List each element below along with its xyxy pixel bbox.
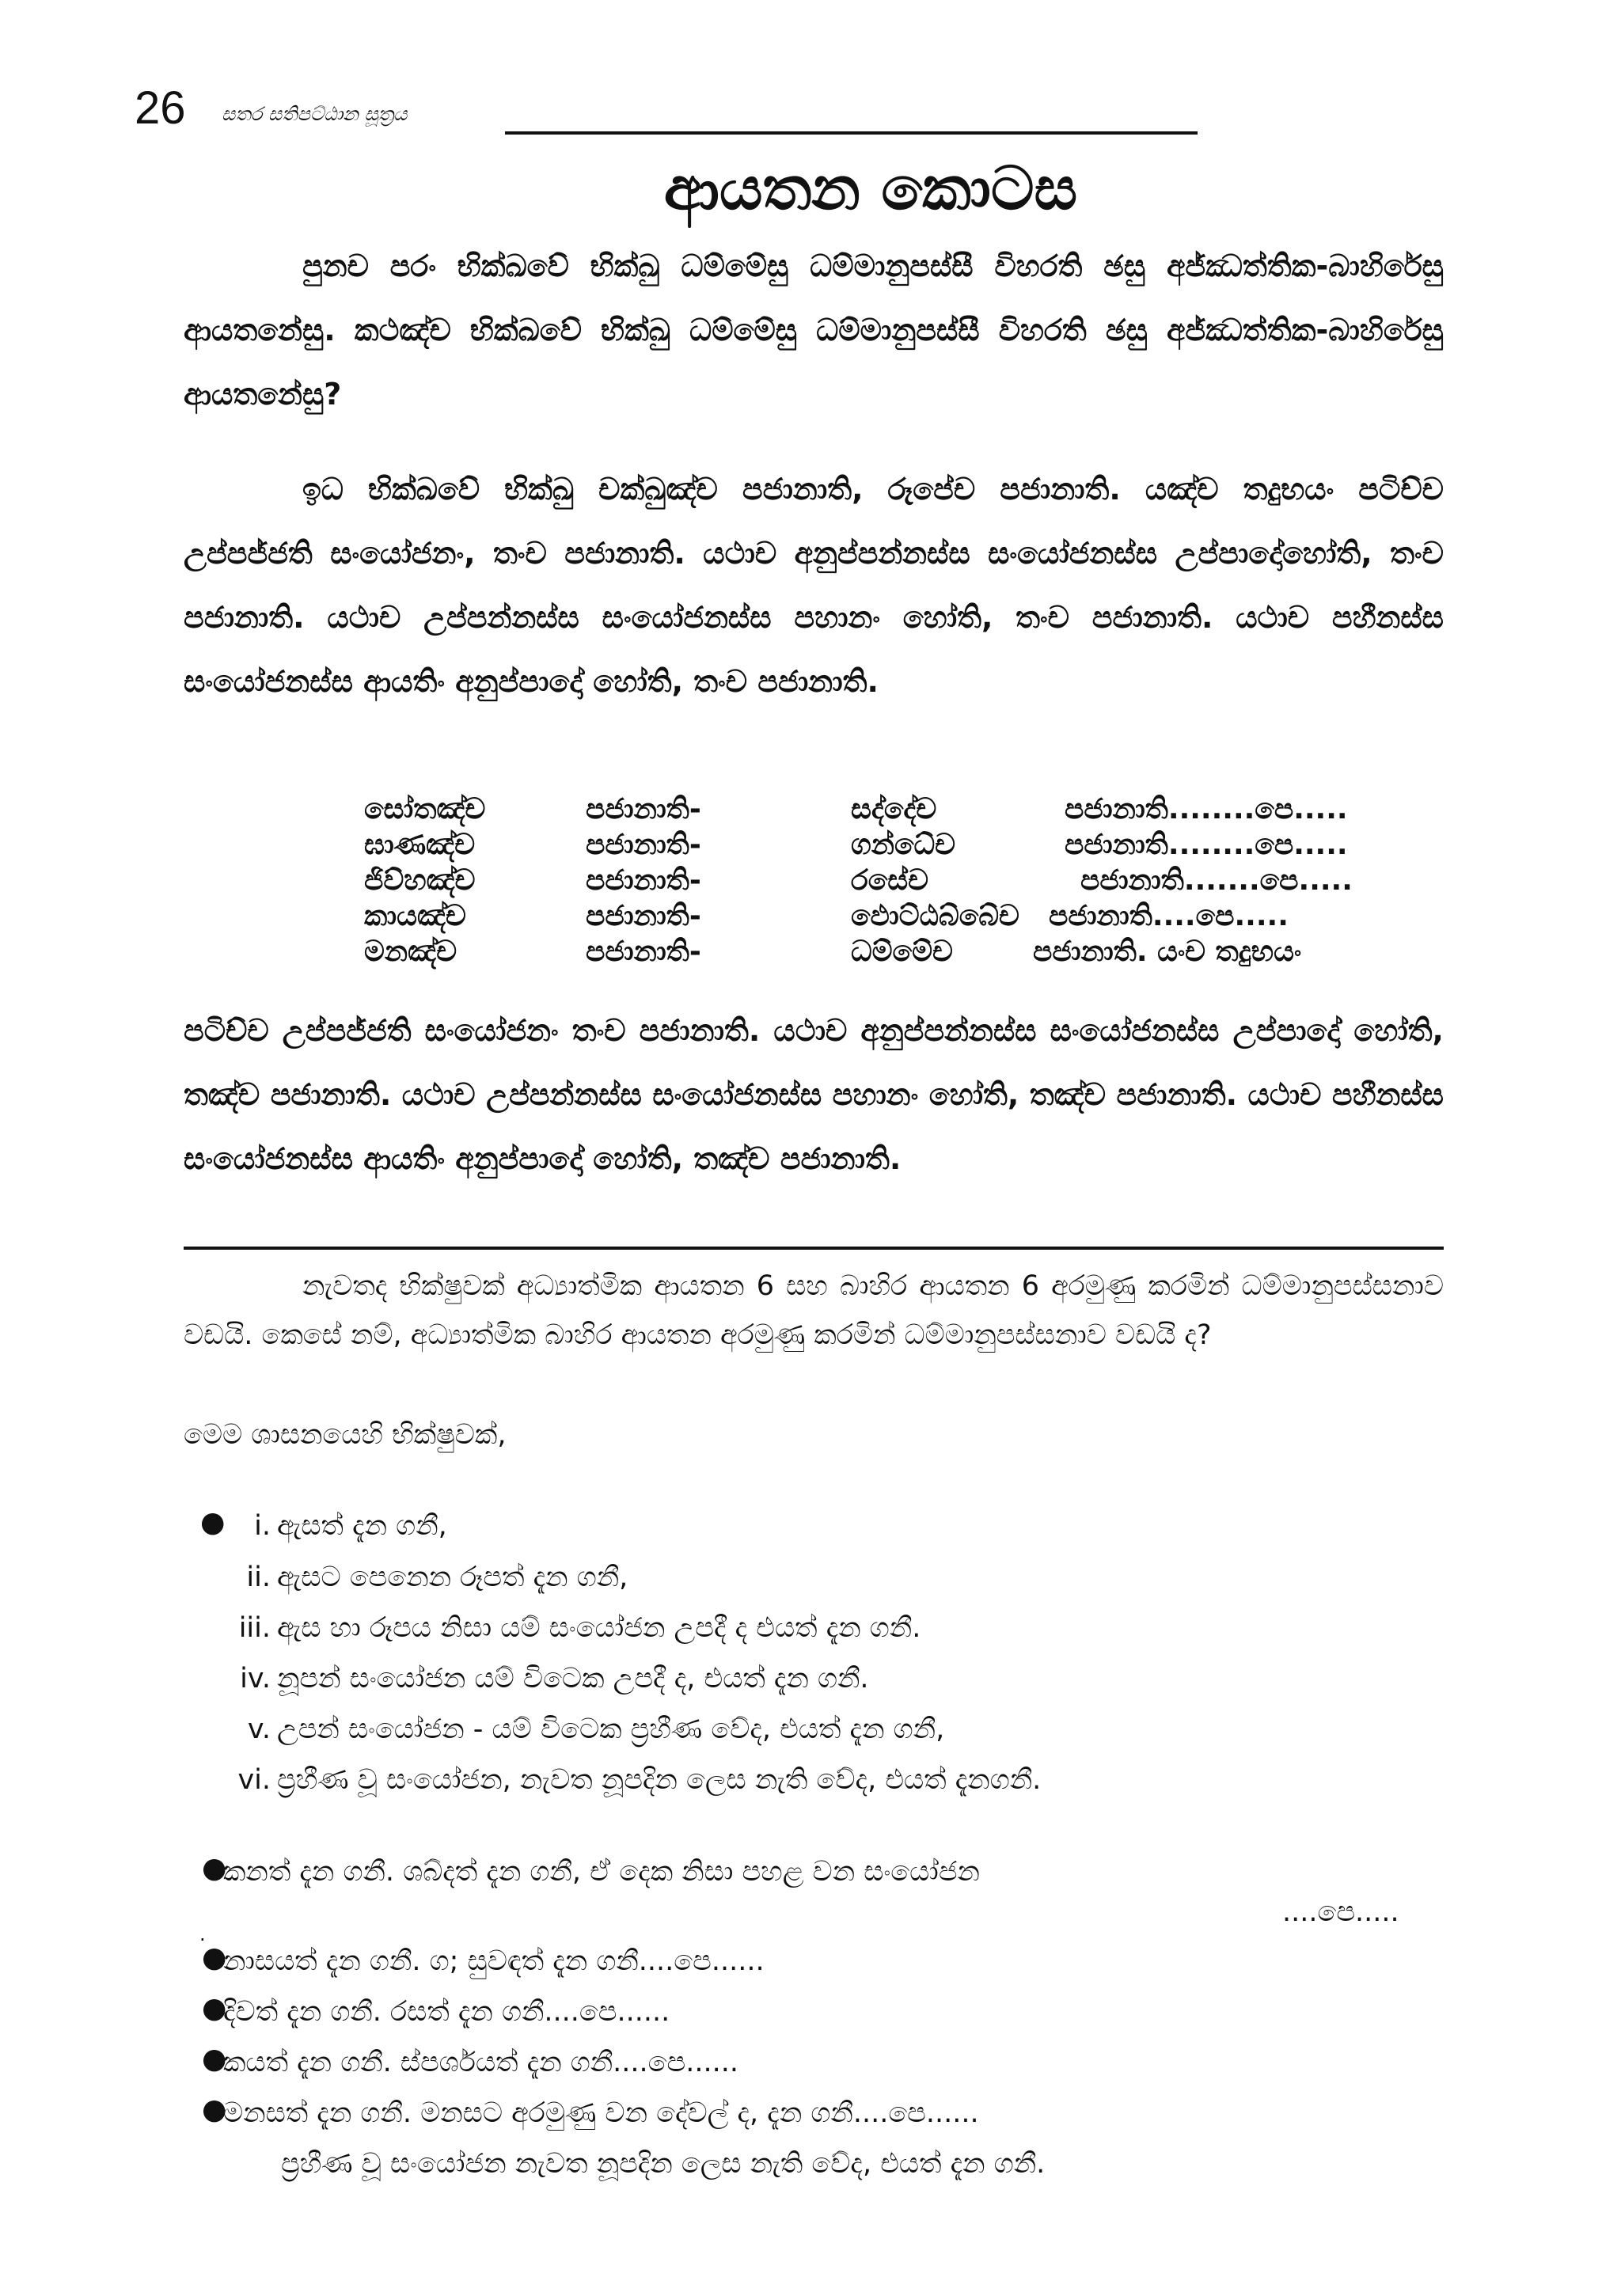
list-text: නූපන් සංයෝජන යම් විටෙක උපදී ද, එයත් දැන ගනී. xyxy=(277,1663,869,1694)
final-line: ප්‍රහීණ වූ සංයෝජන නැවත නූපදින ලෙස නැති වේද, එයත් දැන ගනී. xyxy=(281,2148,1046,2180)
list-text: ඇසට පෙනෙන රූපත් දැන ගනී, xyxy=(277,1562,628,1593)
continuation-text: ....පෙ..... xyxy=(1282,1896,1399,1928)
list-item xyxy=(214,1562,628,1593)
sense-object: ධම්මේච xyxy=(851,935,953,968)
bullet-item: නාසයත් දැන ගනී. ග; සුවඳත් දැන ගනී....පෙ...... xyxy=(223,1945,765,1977)
list-item xyxy=(214,1612,921,1644)
translation-paragraph-2-text: මෙම ශාසනයෙහි භික්ෂුවක්, xyxy=(184,1419,507,1451)
list-number: iv. xyxy=(240,1663,271,1694)
pali-paragraph-1-text: පුනච පරං භික්ඛවේ භික්ඛු ධම්මේසු ධම්මානුපස්සී විහරති ඡසු අජ්ඣත්තික-බාහිරේසු ආයතනේසු. කථඤ්ච භික්ඛවේ භික්ඛු ධම්මේසු ධම්මානුපස්සී විහරති ඡසු අජ්ඣත්තික-බාහිරේසු ආයතනේසු? xyxy=(184,249,1444,412)
list-item xyxy=(214,1764,1041,1796)
bullet-item: කනත් දැන ගනී. ශබ්දත් දැන ගනී, ඒ දෙක නිසා පහළ වන සංයෝජන xyxy=(223,1856,980,1888)
sense-table xyxy=(364,791,1353,970)
list-text: ප්‍රහීණ වූ සංයෝජන, නැවත නූපදින ලෙස නැති වේද, එයත් දැනගනී. xyxy=(277,1764,1042,1796)
running-title: සතර සතිපට්ඨාන සූත්‍රය xyxy=(222,103,408,125)
bullet-icon: ● xyxy=(202,2043,227,2075)
sense-object: ඵොට්ඨබ්බේච xyxy=(851,900,1019,932)
sense-verb: පජානාති- xyxy=(586,864,701,897)
page-number: 26 xyxy=(135,82,186,134)
header-rule xyxy=(505,131,1198,135)
stray-mark: . xyxy=(199,1923,206,1945)
bullet-item: කයත් දැන ගනී. ස්පර්ශයත් දැන ගනී....පෙ...... xyxy=(223,2047,738,2078)
bullet-item: දිවත් දැන ගනී. රසත් දැන ගනී....පෙ...... xyxy=(223,1996,670,2028)
bullet-icon: ● xyxy=(202,1992,227,2025)
sense-organ: මනඤ්ච xyxy=(364,935,457,968)
sense-row xyxy=(364,898,1353,934)
pali-paragraph-3-text: පටිච්ච උප්පජ්ජති සංයෝජනං තංච පජානාති. යථාච අනුප්පන්නස්ස සංයෝජනස්ස උප්පාදෝ හෝති, තඤ්ච පජානාති. යථාච උප්පන්නස්ස සංයෝජනස්ස පහානං හෝති, තඤ්ච පජානාති. යථාච පහීනස්ස සංයෝජනස්ස ආයතිං අනුප්පාදෝ හෝති, තඤ්ච පජානාති. xyxy=(184,1013,1444,1176)
bullet-item: මනසත් දැන ගනී. මනසට අරමුණු වන දේවල් ද, දැන ගනී....පෙ...... xyxy=(223,2097,979,2129)
list-item xyxy=(214,1713,944,1745)
sense-row xyxy=(364,827,1353,863)
list-text: ඇස හා රූපය නිසා යම් සංයෝජන උපදී ද එයත් දැන ගනී. xyxy=(277,1612,921,1644)
sense-object: සද්දේච xyxy=(851,793,937,825)
sense-verb: පජානාති- xyxy=(586,935,701,968)
sense-organ: ඝාණඤ්ච xyxy=(364,829,476,861)
translation-paragraph-1-text: නැවතද භික්ෂුවක් අධ්‍යාත්මික ආයතන 6 සහ බාහිර ආයතන 6 අරමුණු කරමින් ධම්මානුපස්සනාව වඩයි. කෙසේ නම්, අධ්‍යාත්මික බාහිර ආයතන අරමුණු කරමින් ධම්මානුපස්සනාව වඩයි ද? xyxy=(184,1270,1444,1351)
list-number: v. xyxy=(247,1713,271,1745)
pali-paragraph-2-text: ඉධ භික්ඛවේ භික්ඛු චක්ඛුඤ්ච පජානාති, රූපේච පජානාති. යඤ්ච තදුභයං පටිච්ච උප්පජ්ජති සංයෝජනං, තංච පජානාති. යථාච අනුප්පන්නස්ස සංයෝජනස්ස උප්පාදෝහෝති, තංච පජානාති. යථාච උප්පන්නස්ස සංයෝජනස්ස පහානං හෝති, තංච පජානාති. යථාච පහීනස්ස සංයෝජනස්ස ආයතිං අනුප්පාදෝ හෝති, තංච පජානාති. xyxy=(184,472,1444,699)
bullet-icon: ● xyxy=(202,2093,227,2126)
sense-row xyxy=(364,791,1353,827)
pali-paragraph-3 xyxy=(184,999,1444,1191)
list-number: iii. xyxy=(238,1612,271,1644)
list-number: ii. xyxy=(246,1562,271,1593)
sense-verb: පජානාති- xyxy=(586,793,701,825)
sense-object-verb: පජානාති. යංච තදුභයං xyxy=(1033,935,1302,968)
bullet-icon: ● xyxy=(200,1506,226,1539)
list-number: vi. xyxy=(237,1764,271,1796)
list-item xyxy=(214,1510,447,1542)
pali-paragraph-1 xyxy=(184,234,1444,427)
list-text: ඇසත් දැන ගනී, xyxy=(277,1510,447,1542)
list-item xyxy=(214,1663,869,1694)
sense-object-verb: පජානාති.......පෙ..... xyxy=(1080,864,1353,897)
sense-object-verb: පජානාති........පෙ..... xyxy=(1065,793,1348,825)
sense-row xyxy=(364,934,1353,970)
sense-verb: පජානාති- xyxy=(586,829,701,861)
sense-object-verb: පජානාති....පෙ..... xyxy=(1049,900,1289,932)
list-number: i. xyxy=(254,1510,271,1542)
sense-object-verb: පජානාති........පෙ..... xyxy=(1065,829,1348,861)
bullet-icon: ● xyxy=(202,1941,227,1974)
sense-organ: සෝතඤ්ච xyxy=(364,793,486,825)
sense-object: රසේච xyxy=(851,864,929,897)
section-divider xyxy=(184,1247,1444,1250)
pali-paragraph-2 xyxy=(184,457,1444,714)
translation-paragraph-1 xyxy=(184,1262,1444,1360)
section-title: ආයතන කොටස xyxy=(663,153,1078,223)
sense-verb: පජානාති- xyxy=(586,900,701,932)
sense-object: ගන්ධේච xyxy=(851,829,956,861)
translation-paragraph-2 xyxy=(184,1410,1444,1459)
list-text: උපන් සංයෝජන - යම් විටෙක ප්‍රහීණ වේද, එයත් දැන ගනී, xyxy=(277,1713,945,1745)
sense-organ: ජිව්හඤ්ච xyxy=(364,864,476,897)
bullet-icon: ● xyxy=(202,1852,227,1884)
sense-organ: කායඤ්ච xyxy=(364,900,466,932)
sense-row xyxy=(364,863,1353,898)
